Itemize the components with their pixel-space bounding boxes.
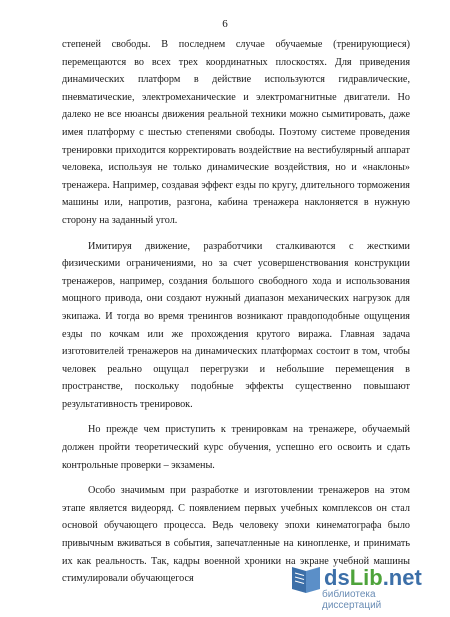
paragraph-imitation: Имитируя движение, разработчики сталкиваются с жесткими физическими ограничениями, но за счет усовершенствования конструкции тренажеров, например, создания большого свободного хода и использования мощного привода, они создают нужный диапазон механических нагрузок для экипажа. И тогда во время тренингов возникают правдоподобные ощущения езды по кочкам или же прохождения крутого виража. Главная задача изготовителей тренажеров на динамических платформах состоит в том, чтобы человек реально ощущал перегрузки и небольшие перемещения в пространстве, поскольку подобные эффекты существенно повышают результативность тренировок. [62,240,410,410]
book-icon [292,567,320,593]
body-text [62,36,410,588]
paragraph-video: Особо значимым при разработке и изготовлении тренажеров на этом этапе является видеоряд. С появлением первых учебных комплексов он стал основой обучающего процесса. Ведь человеку эпохи кинематографа было привычным вживаться в события, запечатленные на кинопленке, и принимать их как реальность. Так, кадры военной хроники на экране учебной машины стимулировали обучающегося [62,485,410,585]
dslib-watermark [286,561,436,611]
paragraph-theory: Но прежде чем приступить к тренировкам на тренажере, обучаемый должен пройти теоретический курс обучения, успешно его освоить и сдать контрольные проверки – экзамены. [62,424,410,471]
page-number: 6 [222,18,228,30]
paragraph-continuation: степеней свободы. В последнем случае обучаемые (тренирующиеся) перемещаются во всех трех координатных плоскостях. Для приведения динамических платформ в действие используются гидравлические, пневматические, электромеханические и электромагнитные двигатели. Но далеко не все нюансы движения реальной техники можно сымитировать, даже имея платформу с шестью степенями свободы. Поэтому системе проведения тренировки приходится корректировать воздействие на вестибулярный аппарат человека, используя не только динамические воздействия, но и «наклоны» тренажера. Например, создавая эффект езды по кругу, длительного торможения машины или, напротив, разгона, кабина тренажера наклоняется в нужную сторону на заданный угол. [62,39,410,226]
watermark-subtitle: библиотека диссертаций [322,589,382,611]
svg-text:dsLib.net: dsLib.net [324,565,422,590]
